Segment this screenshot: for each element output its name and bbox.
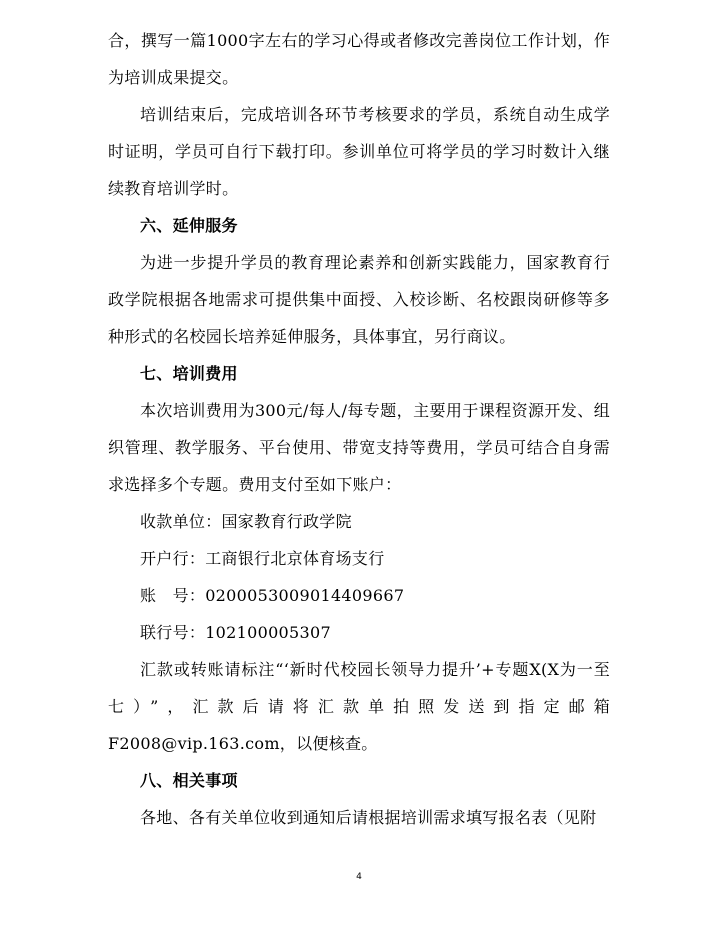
paragraph-extended-service: 为进一步提升学员的教育理论素养和创新实践能力，国家教育行政学院根据各地需求可提供集中面授、入校诊断、名校跟岗研修等多种形式的名校园长培养延伸服务，具体事宜，另行商议。 (108, 253, 610, 346)
paragraph-training-fee: 本次培训费用为300元/每人/每专题，主要用于课程资源开发、组织管理、教学服务、平台使用、带宽支持等费用，学员可结合自身需求选择多个专题。费用支付至如下账户： (108, 401, 610, 494)
paragraph-related-matters: 各地、各有关单位收到通知后请根据培训需求填写报名表（见附 (140, 808, 597, 827)
paragraph-email: F2008@vip.163.com，以便核查。 (108, 734, 378, 753)
section-heading-extended-service: 六、延伸服务 (140, 216, 238, 235)
paragraph-certificate: 培训结束后，完成培训各环节考核要求的学员，系统自动生成学时证明，学员可自行下载打印。参训单位可将学员的学习时数计入继续教育培训学时。 (108, 105, 610, 198)
page-number: 4 (356, 872, 362, 882)
bank-line: 开户行：工商银行北京体育场支行 (140, 549, 385, 568)
payee-line: 收款单位：国家教育行政学院 (140, 512, 352, 531)
bank-code-line: 联行号：102100005307 (140, 623, 331, 642)
account-number-line: 账 号：0200053009014409667 (140, 586, 405, 605)
section-heading-training-fee: 七、培训费用 (140, 364, 238, 383)
paragraph-remittance-note: 汇款或转账请标注“‘新时代校园长领导力提升’+专题X(X为一至七）”，汇款后请将汇款单拍照发送到指定邮箱 (108, 660, 610, 716)
section-heading-related-matters: 八、相关事项 (140, 771, 238, 790)
paragraph-continuation: 合，撰写一篇1000字左右的学习心得或者修改完善岗位工作计划，作为培训成果提交。 (108, 31, 610, 87)
